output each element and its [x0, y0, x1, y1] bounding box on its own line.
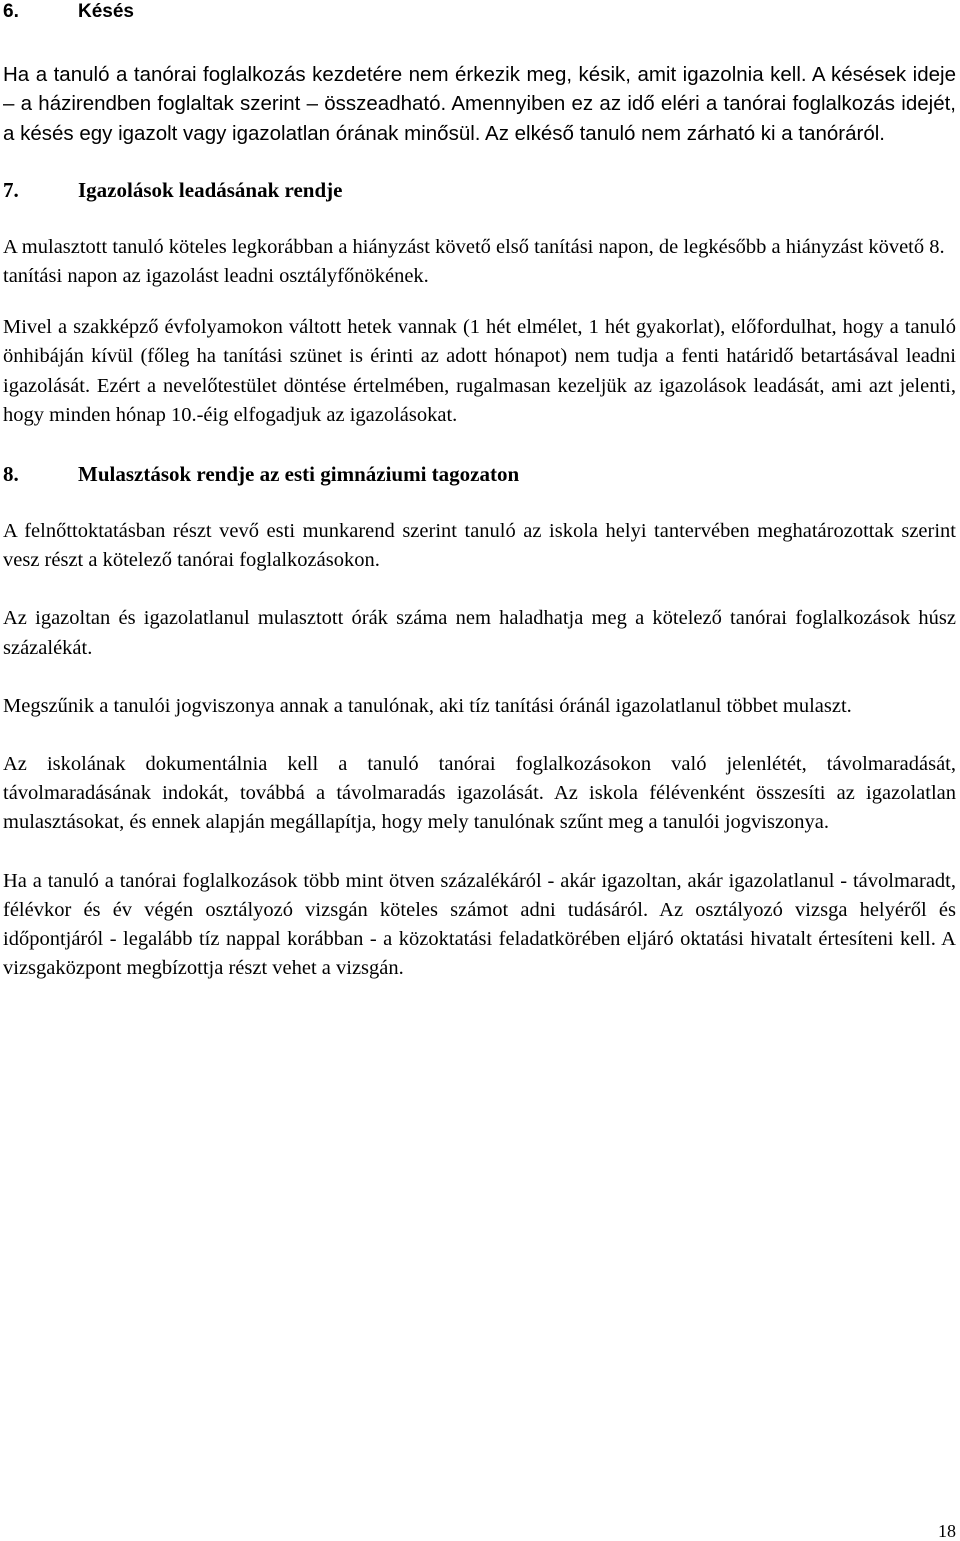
section-number: 6. [3, 1, 19, 22]
document-page [3, 0, 956, 983]
section-number: 8. [3, 462, 19, 487]
section-title: Mulasztások rendje az esti gimnáziumi tagozaton [78, 462, 520, 487]
section-8-paragraph-1: A felnőttoktatásban részt vevő esti munkarend szerint tanuló az iskola helyi tantervében meghatározottak szerint vesz részt a kötelező tanórai foglalkozásokon. [3, 520, 956, 572]
section-8-paragraph-2: Az igazoltan és igazolatlanul mulasztott órák száma nem haladhatja meg a kötelező tanórai foglalkozások húsz százalékát. [3, 607, 956, 659]
section-7-paragraph-1: A mulasztott tanuló köteles legkorábban a hiányzást követő első tanítási napon, de legkésőbb a hiányzást követő 8. tanítási napon az igazolást leadni osztályfőnökének. [3, 235, 945, 288]
section-heading-7 [3, 177, 956, 203]
section-7-paragraph-2: Mivel a szakképző évfolyamokon váltott hetek vannak (1 hét elmélet, 1 hét gyakorlat), előfordulhat, hogy a tanuló önhibáján kívül (főleg ha tanítási szünet is érinti az adott hónapot) nem tudja a fenti határidő betartásával leadni igazolását. Ezért a nevelőtestület döntése értelmében, rugalmasan kezeljük az igazolások leadását, ami azt jelenti, hogy minden hónap 10.-éig elfogadjuk az igazolásokat. [3, 316, 956, 426]
section-heading-8 [3, 461, 956, 487]
section-title: Igazolások leadásának rendje [78, 177, 343, 202]
section-8-paragraph-3: Megszűnik a tanulói jogviszonya annak a tanulónak, aki tíz tanítási óránál igazolatlanul többet mulaszt. [3, 694, 852, 717]
section-8-paragraph-5: Ha a tanuló a tanórai foglalkozások több mint ötven százalékáról - akár igazoltan, akár igazolatlanul - távolmaradt, félévkor és év végén osztályozó vizsgán köteles számot adni tudásáról. Az osztályozó vizsga helyéről és időpontjáról - legalább tíz nappal korábban - a közoktatási feladatkörében eljáró oktatási hivatalt értesíteni kell. A vizsgaközpont megbízottja részt vehet a vizsgán. [3, 869, 956, 980]
section-heading-6 [3, 0, 956, 26]
section-8-paragraph-4: Az iskolának dokumentálnia kell a tanuló tanórai foglalkozásokon való jelenlétét, távolmaradását, távolmaradásának indokát, továbbá a távolmaradás igazolását. Az iskola félévenként összesíti az igazolatlan mulasztásokat, és ennek alapján megállapítja, hogy mely tanulónak szűnt meg a tanulói jogviszonya. [3, 753, 956, 834]
section-6-paragraph: Ha a tanuló a tanórai foglalkozás kezdetére nem érkezik meg, késik, amit igazolnia kell. A késések ideje – a házirendben foglaltak szerint – összeadható. Amennyiben ez az idő eléri a tanórai foglalkozás idejét, a késés egy igazolt vagy igazolatlan órának minősül. Az elkéső tanuló nem zárható ki a tanóráról. [3, 63, 956, 145]
section-title: Késés [78, 1, 134, 22]
page-number: 18 [938, 1521, 956, 1541]
section-number: 7. [3, 177, 19, 202]
